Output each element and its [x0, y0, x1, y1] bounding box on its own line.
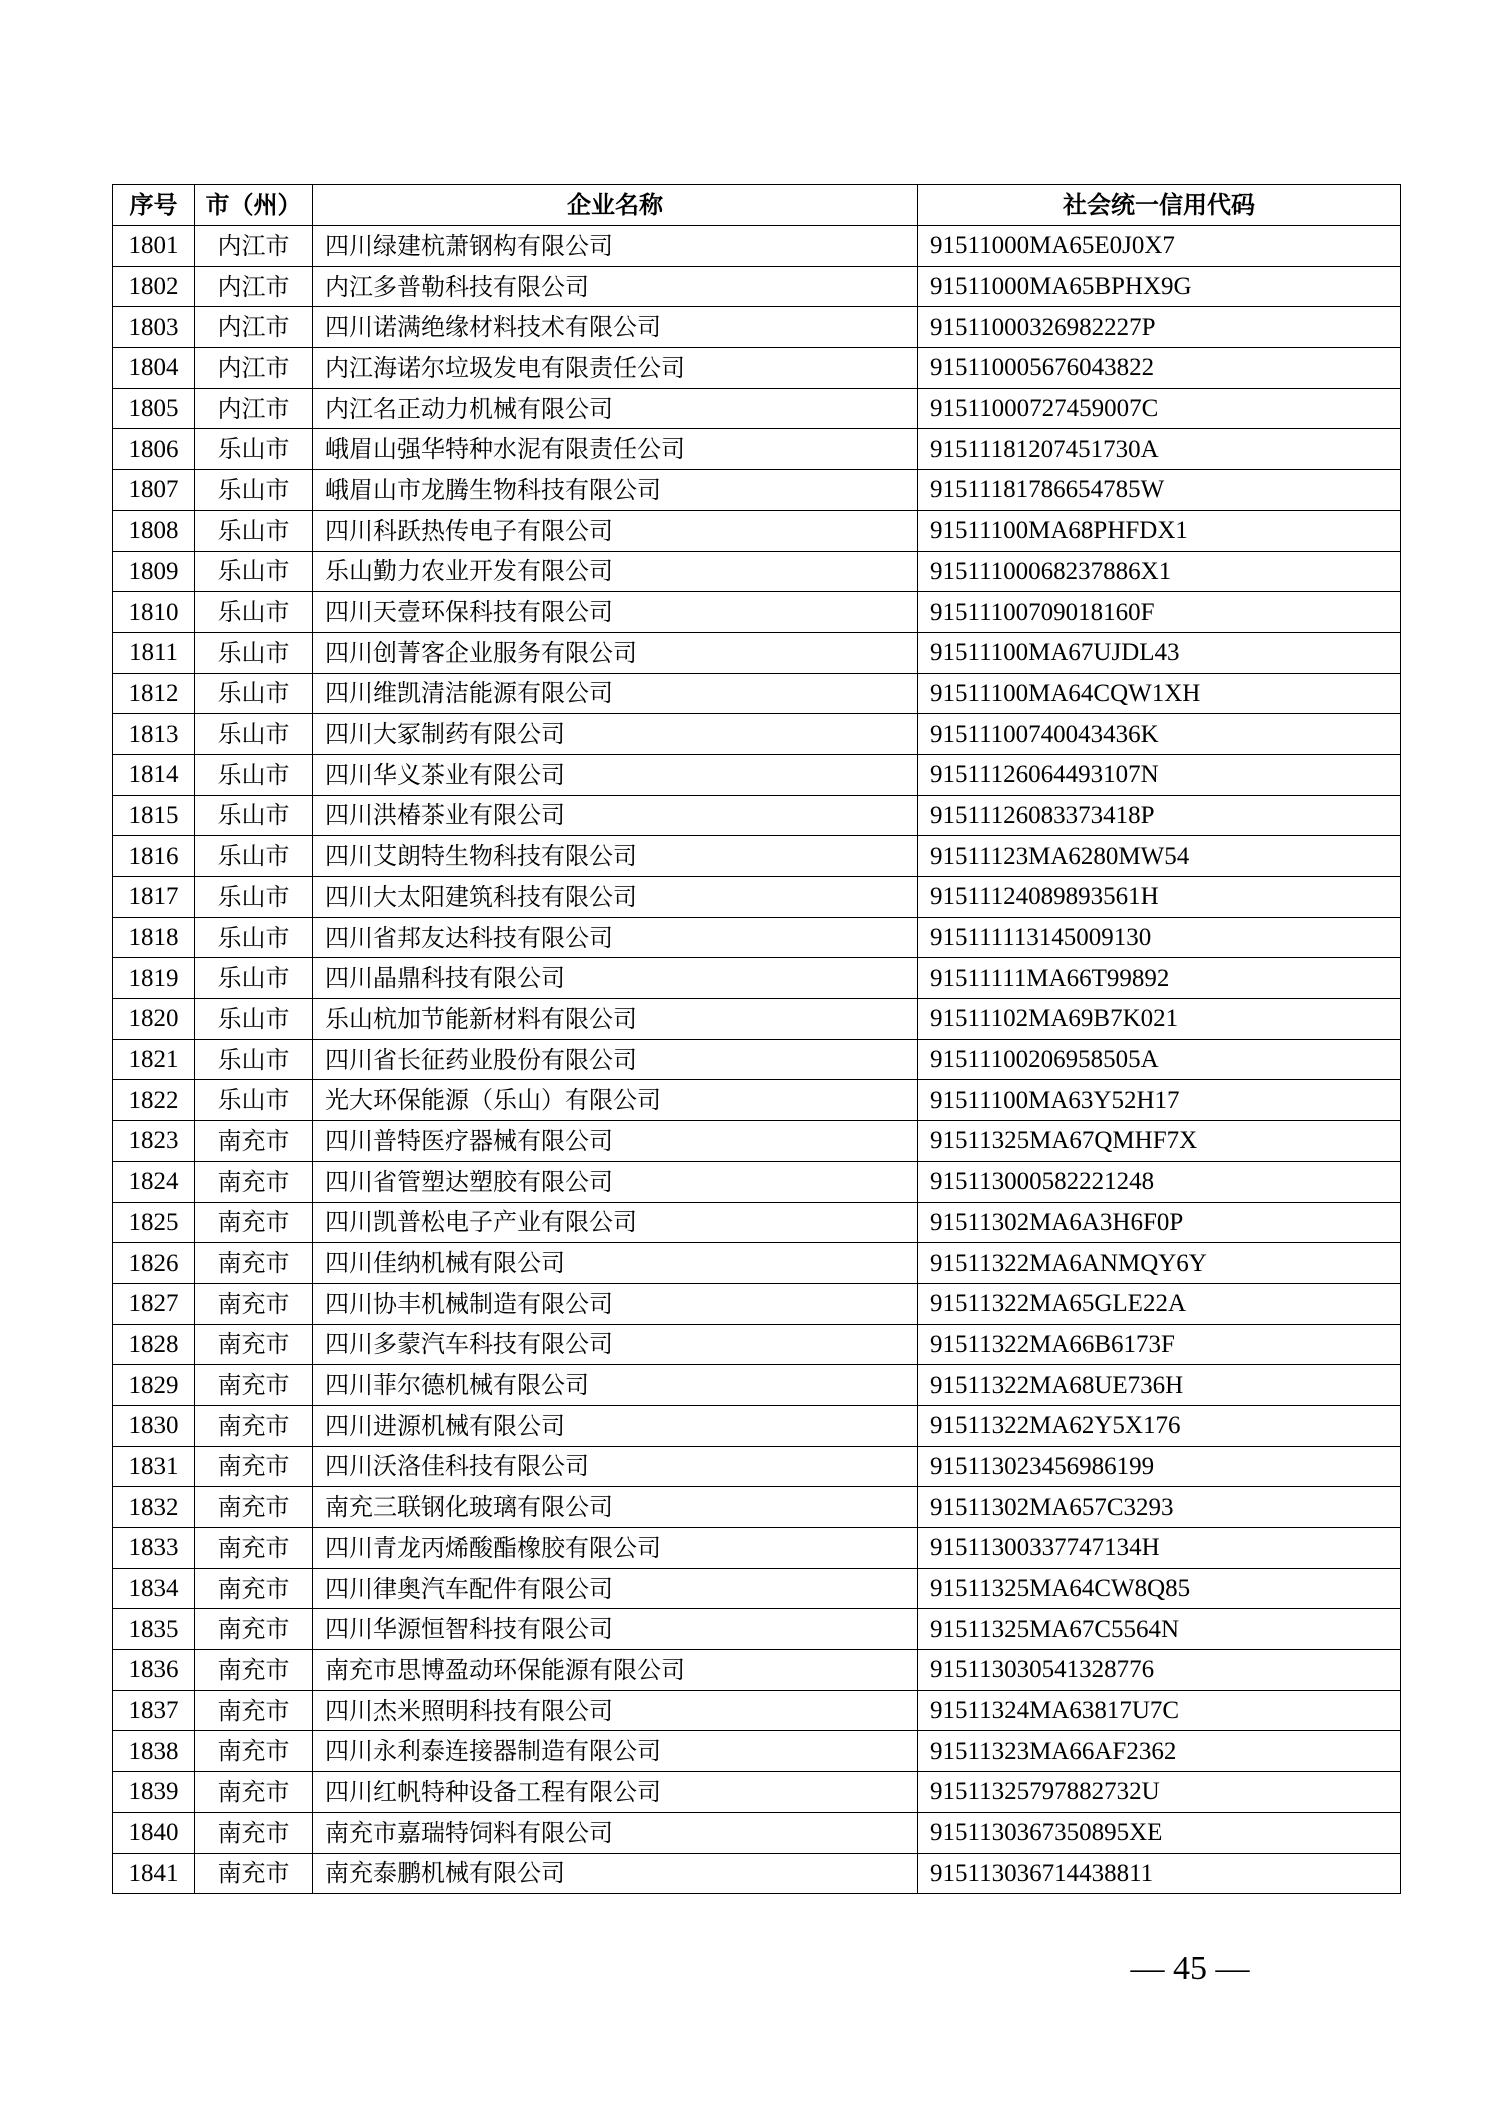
credit-code-cell: 915113023456986199	[918, 1446, 1401, 1487]
enterprise-name-cell: 四川协丰机械制造有限公司	[313, 1283, 918, 1324]
enterprise-name-cell: 南充市嘉瑞特饲料有限公司	[313, 1812, 918, 1853]
serial-number-cell: 1819	[113, 958, 195, 999]
header-city: 市（州）	[195, 185, 313, 226]
enterprise-name-cell: 四川绿建杭萧钢构有限公司	[313, 226, 918, 267]
city-cell: 内江市	[195, 348, 313, 389]
table-row	[113, 1487, 1401, 1528]
city-cell: 南充市	[195, 1405, 313, 1446]
credit-code-cell: 91511000MA65BPHX9G	[918, 266, 1401, 307]
credit-code-cell: 91511102MA69B7K021	[918, 999, 1401, 1040]
serial-number-cell: 1811	[113, 632, 195, 673]
serial-number-cell: 1805	[113, 388, 195, 429]
city-cell: 内江市	[195, 307, 313, 348]
table-header-row	[113, 185, 1401, 226]
credit-code-cell: 91511322MA68UE736H	[918, 1365, 1401, 1406]
serial-number-cell: 1801	[113, 226, 195, 267]
enterprise-name-cell: 四川凯普松电子产业有限公司	[313, 1202, 918, 1243]
city-cell: 南充市	[195, 1568, 313, 1609]
credit-code-cell: 9151130367350895XE	[918, 1812, 1401, 1853]
enterprise-name-cell: 四川华源恒智科技有限公司	[313, 1609, 918, 1650]
credit-code-cell: 915113030541328776	[918, 1650, 1401, 1691]
enterprise-name-cell: 光大环保能源（乐山）有限公司	[313, 1080, 918, 1121]
table-row	[113, 836, 1401, 877]
city-cell: 乐山市	[195, 470, 313, 511]
serial-number-cell: 1806	[113, 429, 195, 470]
credit-code-cell: 91511100206958505A	[918, 1039, 1401, 1080]
table-row	[113, 632, 1401, 673]
serial-number-cell: 1802	[113, 266, 195, 307]
credit-code-cell: 91511124089893561H	[918, 877, 1401, 918]
city-cell: 南充市	[195, 1812, 313, 1853]
serial-number-cell: 1807	[113, 470, 195, 511]
enterprise-name-cell: 四川省长征药业股份有限公司	[313, 1039, 918, 1080]
table-row	[113, 266, 1401, 307]
credit-code-cell: 91511000727459007C	[918, 388, 1401, 429]
serial-number-cell: 1820	[113, 999, 195, 1040]
city-cell: 乐山市	[195, 673, 313, 714]
enterprise-name-cell: 四川进源机械有限公司	[313, 1405, 918, 1446]
enterprise-name-cell: 内江海诺尔垃圾发电有限责任公司	[313, 348, 918, 389]
table-row	[113, 1650, 1401, 1691]
serial-number-cell: 1826	[113, 1243, 195, 1284]
header-credit-code: 社会统一信用代码	[918, 185, 1401, 226]
enterprise-name-cell: 南充泰鹏机械有限公司	[313, 1853, 918, 1894]
serial-number-cell: 1809	[113, 551, 195, 592]
table-row	[113, 1731, 1401, 1772]
credit-code-cell: 915113036714438811	[918, 1853, 1401, 1894]
serial-number-cell: 1833	[113, 1528, 195, 1569]
enterprise-name-cell: 四川佳纳机械有限公司	[313, 1243, 918, 1284]
table-row	[113, 551, 1401, 592]
city-cell: 乐山市	[195, 632, 313, 673]
table-row	[113, 592, 1401, 633]
city-cell: 乐山市	[195, 714, 313, 755]
table-row	[113, 1853, 1401, 1894]
credit-code-cell: 91511126083373418P	[918, 795, 1401, 836]
table-row	[113, 673, 1401, 714]
city-cell: 南充市	[195, 1609, 313, 1650]
city-cell: 乐山市	[195, 551, 313, 592]
serial-number-cell: 1831	[113, 1446, 195, 1487]
table-row	[113, 388, 1401, 429]
city-cell: 乐山市	[195, 836, 313, 877]
serial-number-cell: 1823	[113, 1121, 195, 1162]
credit-code-cell: 91511302MA6A3H6F0P	[918, 1202, 1401, 1243]
enterprise-name-cell: 乐山杭加节能新材料有限公司	[313, 999, 918, 1040]
enterprise-name-cell: 四川沃洛佳科技有限公司	[313, 1446, 918, 1487]
city-cell: 南充市	[195, 1772, 313, 1813]
serial-number-cell: 1837	[113, 1690, 195, 1731]
credit-code-cell: 915110005676043822	[918, 348, 1401, 389]
credit-code-cell: 91511325MA67C5564N	[918, 1609, 1401, 1650]
city-cell: 南充市	[195, 1487, 313, 1528]
enterprise-name-cell: 乐山勤力农业开发有限公司	[313, 551, 918, 592]
enterprise-name-cell: 峨眉山强华特种水泥有限责任公司	[313, 429, 918, 470]
city-cell: 南充市	[195, 1731, 313, 1772]
credit-code-cell: 91511100068237886X1	[918, 551, 1401, 592]
serial-number-cell: 1808	[113, 510, 195, 551]
table-row	[113, 1202, 1401, 1243]
city-cell: 南充市	[195, 1202, 313, 1243]
enterprise-name-cell: 四川杰米照明科技有限公司	[313, 1690, 918, 1731]
table-row	[113, 1324, 1401, 1365]
credit-code-cell: 91511126064493107N	[918, 754, 1401, 795]
credit-code-cell: 915111113145009130	[918, 917, 1401, 958]
city-cell: 乐山市	[195, 510, 313, 551]
page-number: — 45 —	[1130, 1950, 1250, 1987]
city-cell: 内江市	[195, 226, 313, 267]
enterprise-name-cell: 四川多蒙汽车科技有限公司	[313, 1324, 918, 1365]
serial-number-cell: 1816	[113, 836, 195, 877]
city-cell: 乐山市	[195, 958, 313, 999]
credit-code-cell: 91511100709018160F	[918, 592, 1401, 633]
serial-number-cell: 1835	[113, 1609, 195, 1650]
enterprise-name-cell: 四川科跃热传电子有限公司	[313, 510, 918, 551]
enterprise-name-cell: 四川大冢制药有限公司	[313, 714, 918, 755]
serial-number-cell: 1839	[113, 1772, 195, 1813]
credit-code-cell: 91511300337747134H	[918, 1528, 1401, 1569]
table-row	[113, 877, 1401, 918]
city-cell: 南充市	[195, 1243, 313, 1284]
table-row	[113, 1283, 1401, 1324]
table-row	[113, 1446, 1401, 1487]
serial-number-cell: 1818	[113, 917, 195, 958]
table-row	[113, 1161, 1401, 1202]
credit-code-cell: 91511100MA63Y52H17	[918, 1080, 1401, 1121]
header-enterprise-name: 企业名称	[313, 185, 918, 226]
credit-code-cell: 91511111MA66T99892	[918, 958, 1401, 999]
table-row	[113, 1121, 1401, 1162]
serial-number-cell: 1829	[113, 1365, 195, 1406]
credit-code-cell: 91511322MA62Y5X176	[918, 1405, 1401, 1446]
table-row	[113, 1568, 1401, 1609]
enterprise-name-cell: 四川永利泰连接器制造有限公司	[313, 1731, 918, 1772]
city-cell: 乐山市	[195, 795, 313, 836]
serial-number-cell: 1841	[113, 1853, 195, 1894]
enterprise-name-cell: 四川律奥汽车配件有限公司	[313, 1568, 918, 1609]
city-cell: 南充市	[195, 1528, 313, 1569]
table-row	[113, 1039, 1401, 1080]
city-cell: 内江市	[195, 388, 313, 429]
enterprise-name-cell: 内江名正动力机械有限公司	[313, 388, 918, 429]
city-cell: 乐山市	[195, 877, 313, 918]
credit-code-cell: 91511322MA65GLE22A	[918, 1283, 1401, 1324]
credit-code-cell: 915113000582221248	[918, 1161, 1401, 1202]
city-cell: 南充市	[195, 1324, 313, 1365]
serial-number-cell: 1824	[113, 1161, 195, 1202]
city-cell: 内江市	[195, 266, 313, 307]
enterprise-name-cell: 四川菲尔德机械有限公司	[313, 1365, 918, 1406]
enterprise-name-cell: 南充三联钢化玻璃有限公司	[313, 1487, 918, 1528]
city-cell: 南充市	[195, 1121, 313, 1162]
serial-number-cell: 1830	[113, 1405, 195, 1446]
table-row	[113, 348, 1401, 389]
enterprise-name-cell: 四川诺满绝缘材料技术有限公司	[313, 307, 918, 348]
enterprise-name-cell: 四川华义茶业有限公司	[313, 754, 918, 795]
city-cell: 南充市	[195, 1161, 313, 1202]
enterprise-name-cell: 四川省邦友达科技有限公司	[313, 917, 918, 958]
header-serial-number: 序号	[113, 185, 195, 226]
credit-code-cell: 91511100MA68PHFDX1	[918, 510, 1401, 551]
table-row	[113, 714, 1401, 755]
credit-code-cell: 91511325MA67QMHF7X	[918, 1121, 1401, 1162]
serial-number-cell: 1827	[113, 1283, 195, 1324]
credit-code-cell: 91511325MA64CW8Q85	[918, 1568, 1401, 1609]
table-row	[113, 999, 1401, 1040]
serial-number-cell: 1832	[113, 1487, 195, 1528]
table-row	[113, 1690, 1401, 1731]
credit-code-cell: 91511000MA65E0J0X7	[918, 226, 1401, 267]
enterprise-table	[112, 184, 1401, 1894]
credit-code-cell: 91511302MA657C3293	[918, 1487, 1401, 1528]
table-row	[113, 958, 1401, 999]
table-row	[113, 510, 1401, 551]
credit-code-cell: 91511181207451730A	[918, 429, 1401, 470]
table-row	[113, 795, 1401, 836]
table-row	[113, 470, 1401, 511]
table-row	[113, 307, 1401, 348]
table-row	[113, 1080, 1401, 1121]
enterprise-name-cell: 四川创菁客企业服务有限公司	[313, 632, 918, 673]
serial-number-cell: 1836	[113, 1650, 195, 1691]
city-cell: 乐山市	[195, 917, 313, 958]
serial-number-cell: 1813	[113, 714, 195, 755]
city-cell: 乐山市	[195, 1080, 313, 1121]
city-cell: 南充市	[195, 1446, 313, 1487]
table-row	[113, 1772, 1401, 1813]
credit-code-cell: 91511100740043436K	[918, 714, 1401, 755]
table-row	[113, 226, 1401, 267]
enterprise-name-cell: 四川维凯清洁能源有限公司	[313, 673, 918, 714]
serial-number-cell: 1810	[113, 592, 195, 633]
serial-number-cell: 1822	[113, 1080, 195, 1121]
enterprise-name-cell: 四川红帆特种设备工程有限公司	[313, 1772, 918, 1813]
credit-code-cell: 91511324MA63817U7C	[918, 1690, 1401, 1731]
table-row	[113, 917, 1401, 958]
city-cell: 南充市	[195, 1853, 313, 1894]
enterprise-name-cell: 四川艾朗特生物科技有限公司	[313, 836, 918, 877]
credit-code-cell: 91511325797882732U	[918, 1772, 1401, 1813]
enterprise-name-cell: 四川洪椿茶业有限公司	[313, 795, 918, 836]
city-cell: 南充市	[195, 1283, 313, 1324]
serial-number-cell: 1828	[113, 1324, 195, 1365]
city-cell: 乐山市	[195, 1039, 313, 1080]
serial-number-cell: 1804	[113, 348, 195, 389]
serial-number-cell: 1812	[113, 673, 195, 714]
credit-code-cell: 91511100MA64CQW1XH	[918, 673, 1401, 714]
table-body	[113, 226, 1401, 1894]
enterprise-name-cell: 内江多普勒科技有限公司	[313, 266, 918, 307]
serial-number-cell: 1803	[113, 307, 195, 348]
enterprise-name-cell: 四川普特医疗器械有限公司	[313, 1121, 918, 1162]
city-cell: 南充市	[195, 1650, 313, 1691]
table-row	[113, 1609, 1401, 1650]
credit-code-cell: 91511100MA67UJDL43	[918, 632, 1401, 673]
city-cell: 乐山市	[195, 429, 313, 470]
enterprise-name-cell: 南充市思博盈动环保能源有限公司	[313, 1650, 918, 1691]
enterprise-name-cell: 峨眉山市龙腾生物科技有限公司	[313, 470, 918, 511]
city-cell: 乐山市	[195, 592, 313, 633]
enterprise-name-cell: 四川天壹环保科技有限公司	[313, 592, 918, 633]
serial-number-cell: 1815	[113, 795, 195, 836]
enterprise-name-cell: 四川晶鼎科技有限公司	[313, 958, 918, 999]
serial-number-cell: 1838	[113, 1731, 195, 1772]
city-cell: 南充市	[195, 1690, 313, 1731]
table-row	[113, 1812, 1401, 1853]
serial-number-cell: 1834	[113, 1568, 195, 1609]
credit-code-cell: 91511322MA6ANMQY6Y	[918, 1243, 1401, 1284]
city-cell: 南充市	[195, 1365, 313, 1406]
city-cell: 乐山市	[195, 999, 313, 1040]
credit-code-cell: 91511322MA66B6173F	[918, 1324, 1401, 1365]
credit-code-cell: 91511000326982227P	[918, 307, 1401, 348]
serial-number-cell: 1840	[113, 1812, 195, 1853]
enterprise-name-cell: 四川青龙丙烯酸酯橡胶有限公司	[313, 1528, 918, 1569]
table-row	[113, 1405, 1401, 1446]
serial-number-cell: 1825	[113, 1202, 195, 1243]
credit-code-cell: 91511123MA6280MW54	[918, 836, 1401, 877]
serial-number-cell: 1817	[113, 877, 195, 918]
credit-code-cell: 91511181786654785W	[918, 470, 1401, 511]
serial-number-cell: 1821	[113, 1039, 195, 1080]
table-row	[113, 1528, 1401, 1569]
serial-number-cell: 1814	[113, 754, 195, 795]
table-row	[113, 1365, 1401, 1406]
credit-code-cell: 91511323MA66AF2362	[918, 1731, 1401, 1772]
table-row	[113, 1243, 1401, 1284]
table-row	[113, 429, 1401, 470]
city-cell: 乐山市	[195, 754, 313, 795]
table-row	[113, 754, 1401, 795]
enterprise-name-cell: 四川大太阳建筑科技有限公司	[313, 877, 918, 918]
enterprise-name-cell: 四川省管塑达塑胶有限公司	[313, 1161, 918, 1202]
